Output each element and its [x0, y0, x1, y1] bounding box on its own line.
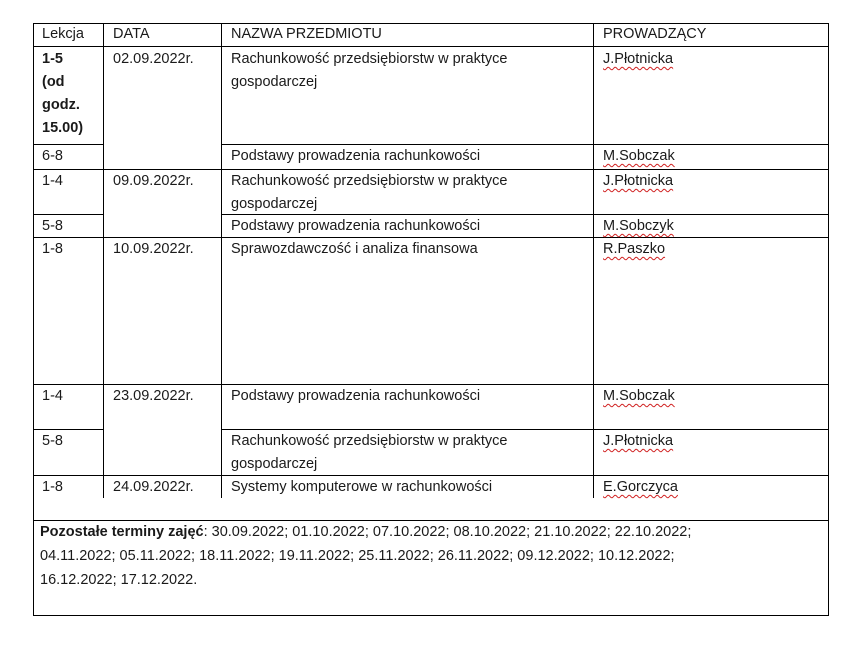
teacher-name: J.Płotnicka	[603, 173, 674, 189]
date-cell: 10.09.2022r.	[113, 241, 194, 257]
footer-line	[40, 521, 691, 545]
date-cell: 02.09.2022r.	[113, 51, 194, 67]
subject-cell: gospodarczej	[231, 456, 318, 472]
header-lekcja: Lekcja	[42, 26, 84, 42]
lekcja-cell: 1-4	[42, 388, 63, 404]
subject-cell: Podstawy prowadzenia rachunkowości	[231, 388, 481, 404]
footer-line: 04.11.2022; 05.11.2022; 18.11.2022; 19.11.2022; 25.11.2022; 26.11.2022; 09.12.2022; 10.12.2022;	[40, 548, 675, 564]
teacher-name: J.Płotnicka	[603, 433, 674, 449]
lekcja-cell: 1-8	[42, 479, 63, 495]
subject-cell: Rachunkowość przedsiębiorstw w praktyce	[231, 173, 508, 189]
lekcja-cell: 6-8	[42, 148, 63, 164]
subject-cell: Podstawy prowadzenia rachunkowości	[231, 218, 481, 234]
subject-cell: Rachunkowość przedsiębiorstw w praktyce	[231, 51, 508, 67]
schedule-table	[33, 23, 829, 616]
subject-cell: gospodarczej	[231, 196, 318, 212]
header-data: DATA	[113, 26, 150, 42]
teacher-cell	[603, 145, 675, 168]
teacher-name: R.Paszko	[603, 241, 666, 257]
teacher-cell	[603, 430, 673, 453]
lekcja-cell: 1-8	[42, 241, 63, 257]
row-divider	[33, 46, 829, 47]
lekcja-cell: 1-4	[42, 173, 63, 189]
table-border-top	[33, 23, 829, 24]
table-border-right	[828, 23, 829, 616]
teacher-cell	[603, 238, 665, 261]
footer-line: 16.12.2022; 17.12.2022.	[40, 572, 198, 588]
lekcja-cell: (od	[42, 74, 65, 90]
column-divider	[103, 23, 104, 498]
header-przedmiot: NAZWA PRZEDMIOTU	[231, 26, 382, 42]
teacher-name: M.Sobczak	[603, 388, 675, 404]
lekcja-cell: godz.	[42, 97, 80, 113]
lekcja-cell: 5-8	[42, 218, 63, 234]
subject-cell: Rachunkowość przedsiębiorstw w praktyce	[231, 433, 508, 449]
table-border-left	[33, 23, 34, 616]
subject-cell: Sprawozdawczość i analiza finansowa	[231, 241, 478, 257]
teacher-cell	[603, 385, 675, 408]
subject-cell: Systemy komputerowe w rachunkowości	[231, 479, 493, 495]
lekcja-cell: 5-8	[42, 433, 63, 449]
teacher-cell	[603, 215, 674, 238]
teacher-cell	[603, 48, 673, 71]
subject-cell: Podstawy prowadzenia rachunkowości	[231, 148, 481, 164]
teacher-cell	[603, 476, 678, 499]
teacher-name: M.Sobczak	[603, 148, 675, 164]
date-cell: 23.09.2022r.	[113, 388, 194, 404]
column-divider	[221, 23, 222, 498]
teacher-name: J.Płotnicka	[603, 51, 674, 67]
teacher-name: M.Sobczyk	[603, 218, 674, 234]
date-cell: 24.09.2022r.	[113, 479, 194, 495]
teacher-cell	[603, 170, 673, 193]
header-prowadzacy: PROWADZĄCY	[603, 26, 707, 42]
lekcja-cell: 15.00)	[42, 120, 84, 136]
column-divider	[593, 23, 594, 498]
table-border-bottom	[33, 615, 829, 616]
subject-cell: gospodarczej	[231, 74, 318, 90]
footer-dates: : 30.09.2022; 01.10.2022; 07.10.2022; 08.10.2022; 21.10.2022; 22.10.2022;	[203, 524, 692, 540]
lekcja-cell: 1-5	[42, 51, 63, 67]
footer-label: Pozostałe terminy zajęć	[40, 524, 204, 540]
date-cell: 09.09.2022r.	[113, 173, 194, 189]
teacher-name: E.Gorczyca	[603, 479, 678, 495]
